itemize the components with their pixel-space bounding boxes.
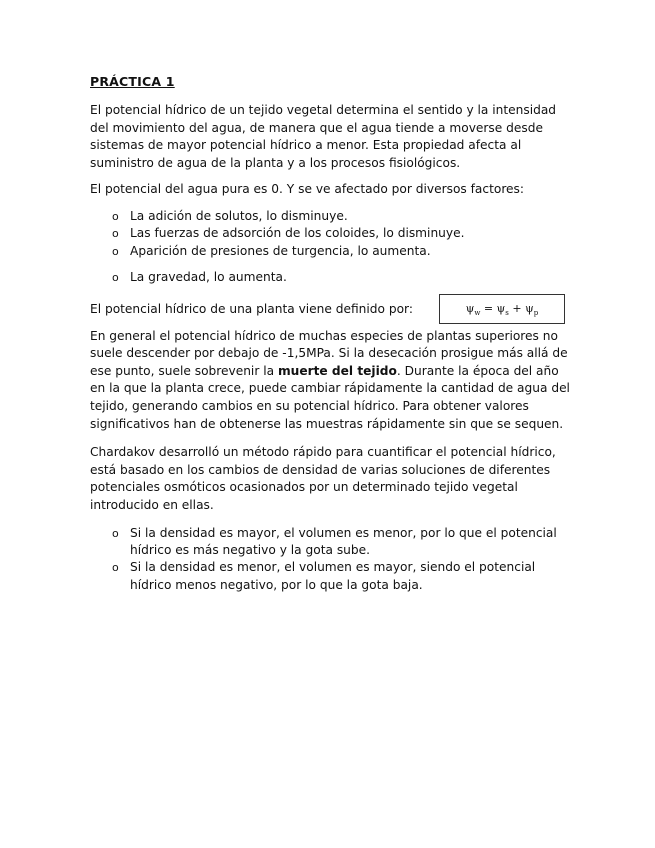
formula-psi: ψ: [465, 301, 475, 315]
paragraph-intro: El potencial hídrico de un tejido vegetal determina el sentido y la intensidad del movimiento del agua, de manera que el agua tiende a moverse desde sistemas de mayor potencial hídrico a menor. Esta propiedad afecta al suministro de agua de la planta y a los procesos fisiológicos.: [90, 103, 557, 170]
formula-box: [439, 294, 565, 324]
formula-subscript-s: s: [505, 308, 509, 317]
density-list: [90, 525, 570, 595]
formula-row: [90, 294, 570, 324]
list-item: [90, 243, 570, 260]
bullet-icon: o: [112, 227, 119, 241]
paragraph-factors-intro: El potencial del agua pura es 0. Y se ve afectado por diversos factores:: [90, 182, 525, 197]
formula-psi: ψ: [525, 301, 534, 315]
page-title: PRÁCTICA 1: [90, 74, 175, 89]
formula-label: El potencial hídrico de una planta viene definido por:: [90, 301, 413, 316]
formula-subscript-w: w: [474, 308, 481, 317]
bullet-icon: o: [112, 244, 119, 258]
list-item-text: Si la densidad es mayor, el volumen es menor, por lo que el potencial hídrico es más negativo y la gota sube.: [130, 525, 557, 557]
formula-plus: +: [508, 301, 526, 315]
paragraph-general-bold: muerte del tejido: [277, 363, 397, 378]
paragraph-general-text-b: . Durante la época del año en la que la planta crece, puede cambiar rápidamente la cantidad de agua del tejido, generando cambios en su potencial hídrico. Para obtener valores significativos han de obtenerse las muestras rápidamente sin que se sequen.: [90, 363, 570, 431]
list-item: [90, 525, 570, 560]
list-item: [90, 269, 570, 286]
document-page: [90, 74, 570, 594]
list-item: [90, 559, 570, 594]
paragraph-general-text-a: En general el potencial hídrico de muchas especies de plantas superiores no suele descender por debajo de -1,5MPa. Si la desecación prosigue más allá de ese punto, suele sobrevenir la: [90, 328, 568, 378]
list-item-text: La gravedad, lo aumenta.: [130, 270, 287, 285]
list-item-text: Si la densidad es menor, el volumen es mayor, siendo el potencial hídrico menos negativo, por lo que la gota baja.: [130, 560, 536, 592]
bullet-icon: o: [112, 209, 119, 223]
list-item-text: La adición de solutos, lo disminuye.: [130, 208, 348, 223]
paragraph-general: [90, 328, 570, 434]
list-item: [90, 225, 570, 242]
paragraph-chardakov: Chardakov desarrolló un método rápido para cuantificar el potencial hídrico, está basado en los cambios de densidad de varias soluciones de diferentes potenciales osmóticos ocasionados por un determinado tejido vegetal introducido en ellas.: [90, 445, 556, 512]
list-item-text: Aparición de presiones de turgencia, lo aumenta.: [130, 243, 431, 258]
formula-equals: =: [480, 301, 497, 315]
bullet-icon: o: [112, 271, 119, 285]
factors-list: [90, 208, 570, 287]
bullet-icon: o: [112, 526, 119, 540]
list-item-text: Las fuerzas de adsorción de los coloides, lo disminuye.: [130, 226, 465, 241]
formula-subscript-p: p: [533, 308, 539, 317]
bullet-icon: o: [112, 561, 119, 575]
formula-psi: ψ: [496, 301, 506, 315]
list-item: [90, 208, 570, 225]
